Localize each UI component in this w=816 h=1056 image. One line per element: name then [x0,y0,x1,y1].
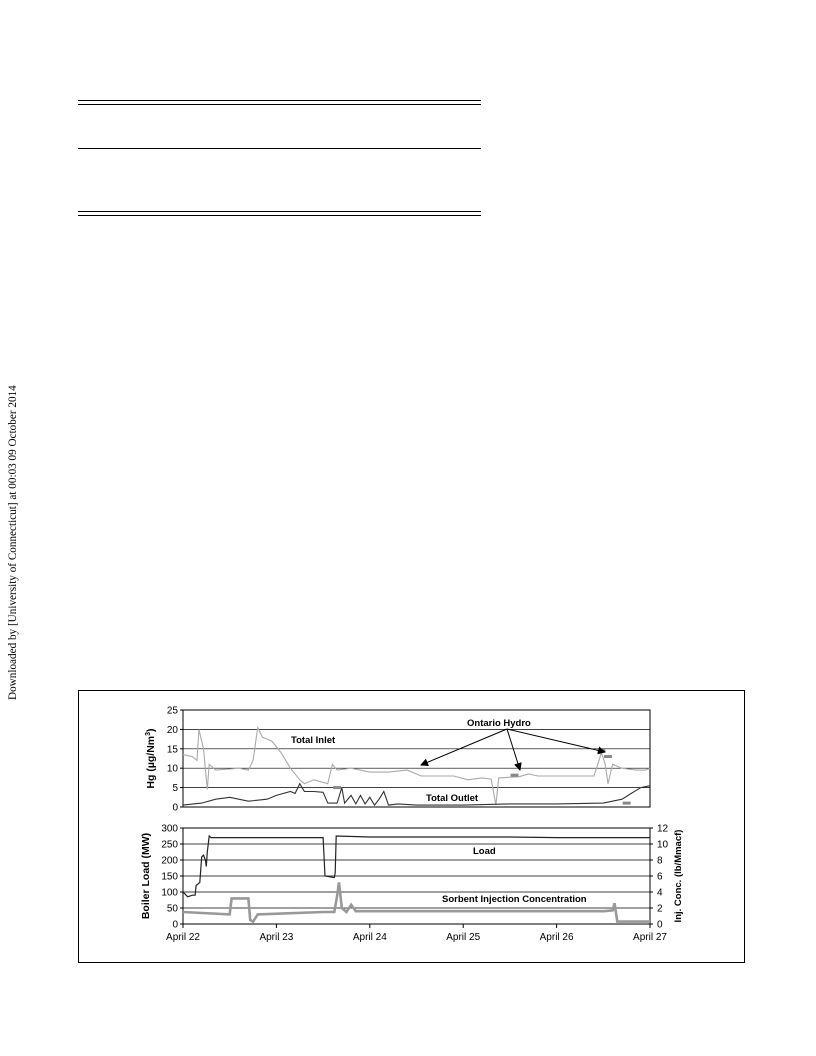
load-y-tick-label: 150 [161,871,178,883]
load-y-axis-label: Boiler Load (MW) [140,832,152,920]
hg-y-tick-label: 25 [166,705,178,717]
x-tick-label: April 27 [633,932,667,943]
table-rule-middle [78,148,481,149]
download-note: Downloaded by [University of Connecticut] at 00:03 09 October 2014 [7,385,19,700]
total-inlet-label: Total Inlet [291,735,336,746]
load-y-tick-label: 100 [161,887,178,899]
x-tick-label: April 23 [259,932,294,943]
load-y-tick-label: 200 [161,855,178,867]
x-tick-label: April 22 [166,932,200,943]
load-y-tick-label: 50 [166,903,178,915]
sorbent-injection-label: Sorbent Injection Concentration [442,894,587,905]
inj-y-tick-label: 6 [657,871,663,883]
load-y-tick-label: 300 [161,823,178,835]
figure [78,690,745,963]
inj-y-tick-label: 12 [657,823,669,835]
figure-chart-svg [79,691,744,962]
inj-y-tick-label: 10 [657,839,669,851]
hg-y-tick-label: 0 [172,802,178,814]
hg-y-tick-label: 20 [166,724,178,736]
load-y-tick-label: 0 [172,919,178,931]
x-tick-label: April 26 [539,932,574,943]
hg-y-tick-label: 15 [166,744,178,756]
hg-y-axis-label: Hg (µg/Nm$^3$) [145,728,157,789]
hg-y-tick-label: 5 [172,783,178,795]
hg-y-tick-label: 10 [166,763,178,775]
inj-y-axis-label: Inj. Conc. (lb/Mmacf) [673,829,684,923]
load-y-tick-label: 250 [161,839,178,851]
x-tick-label: April 24 [352,932,387,943]
inj-y-tick-label: 8 [657,855,663,867]
table-rule-top-2 [78,104,481,105]
load-label: Load [473,846,496,857]
ontario-hydro-label: Ontario Hydro [467,718,531,729]
table-rule-top-1 [78,100,481,101]
inj-y-tick-label: 0 [657,919,663,931]
inj-y-tick-label: 4 [657,887,663,899]
table-rule-bottom-2 [78,215,481,216]
x-tick-label: April 25 [446,932,481,943]
table-rule-bottom-1 [78,211,481,212]
total-outlet-label: Total Outlet [426,793,479,804]
inj-y-tick-label: 2 [657,903,663,915]
